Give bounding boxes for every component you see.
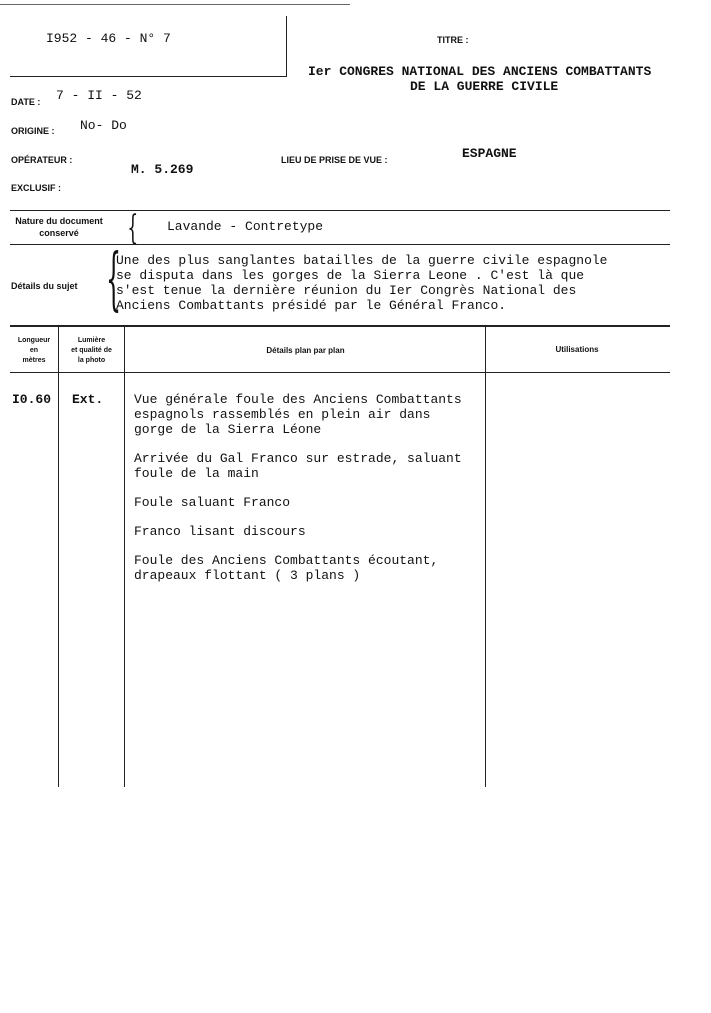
light-value: Ext. bbox=[72, 392, 104, 407]
operateur-value: M. 5.269 bbox=[131, 162, 194, 177]
nature-label-line-2: conservé bbox=[39, 228, 79, 238]
details-line: Anciens Combattants présidé par le Général Franco. bbox=[116, 298, 507, 313]
operateur-label: OPÉRATEUR : bbox=[11, 155, 73, 165]
nature-label bbox=[6, 215, 112, 239]
details-brace: { bbox=[106, 240, 122, 319]
header-utilisations: Utilisations bbox=[555, 345, 599, 354]
lieu-value: ESPAGNE bbox=[462, 146, 517, 161]
details-line: s'est tenue la dernière réunion du Ier Congrès National des bbox=[116, 283, 577, 298]
header-lumiere-line: et qualité de bbox=[71, 347, 112, 354]
details-line: Une des plus sanglantes batailles de la guerre civile espagnole bbox=[116, 253, 608, 268]
title-line-1: Ier CONGRES NATIONAL DES ANCIENS COMBATTANTS bbox=[308, 64, 652, 79]
col-divider-3 bbox=[485, 327, 486, 787]
reference-number: I952 - 46 - N° 7 bbox=[46, 31, 171, 46]
date-label: DATE : bbox=[11, 97, 41, 107]
date-value: 7 - II - 52 bbox=[56, 88, 142, 103]
origine-label: ORIGINE : bbox=[11, 126, 55, 136]
shot-list bbox=[134, 392, 462, 597]
col-divider-2 bbox=[124, 327, 125, 787]
details-text bbox=[116, 253, 607, 313]
title-label: TITRE : bbox=[437, 35, 469, 45]
header-longueur bbox=[10, 336, 58, 366]
nature-value: Lavande - Contretype bbox=[167, 219, 324, 234]
header-plan: Détails plan par plan bbox=[266, 346, 345, 355]
nature-label-line-1: Nature du document bbox=[15, 216, 103, 226]
length-value: I0.60 bbox=[12, 392, 52, 407]
nature-top-line bbox=[10, 210, 670, 211]
header-longueur-line: Longueur bbox=[17, 337, 51, 344]
shot-item: Foule des Anciens Combattants écoutant, drapeaux flottant ( 3 plans ) bbox=[134, 553, 439, 583]
lieu-label: LIEU DE PRISE DE VUE : bbox=[281, 155, 388, 165]
shot-item: Franco lisant discours bbox=[134, 524, 306, 539]
header-longueur-line: mètres bbox=[22, 357, 46, 364]
details-label: Détails du sujet bbox=[11, 281, 78, 291]
shot-item: Foule saluant Franco bbox=[134, 495, 291, 510]
header-box-right bbox=[286, 16, 287, 76]
exclusif-label: EXCLUSIF : bbox=[11, 183, 62, 193]
table-header-bottom bbox=[10, 372, 670, 373]
details-line: se disputa dans les gorges de la Sierra Leone . C'est là que bbox=[116, 268, 585, 283]
header-box-bottom bbox=[10, 76, 287, 77]
table-top-line bbox=[10, 325, 670, 327]
col-divider-1 bbox=[58, 327, 59, 787]
nature-brace: { bbox=[127, 208, 139, 248]
title-line-2: DE LA GUERRE CIVILE bbox=[410, 79, 559, 94]
origine-value: No- Do bbox=[80, 118, 127, 133]
header-lumiere-line: la photo bbox=[77, 357, 106, 364]
shot-item: Arrivée du Gal Franco sur estrade, saluant foule de la main bbox=[134, 451, 462, 481]
top-edge-line bbox=[0, 4, 350, 5]
header-lumiere-line: Lumière bbox=[77, 337, 106, 344]
header-lumiere bbox=[59, 336, 124, 366]
shot-item: Vue générale foule des Anciens Combattants espagnols rassemblés en plein air dans gorge de la Sierra Léone bbox=[134, 392, 462, 437]
header-longueur-line: en bbox=[29, 347, 39, 354]
